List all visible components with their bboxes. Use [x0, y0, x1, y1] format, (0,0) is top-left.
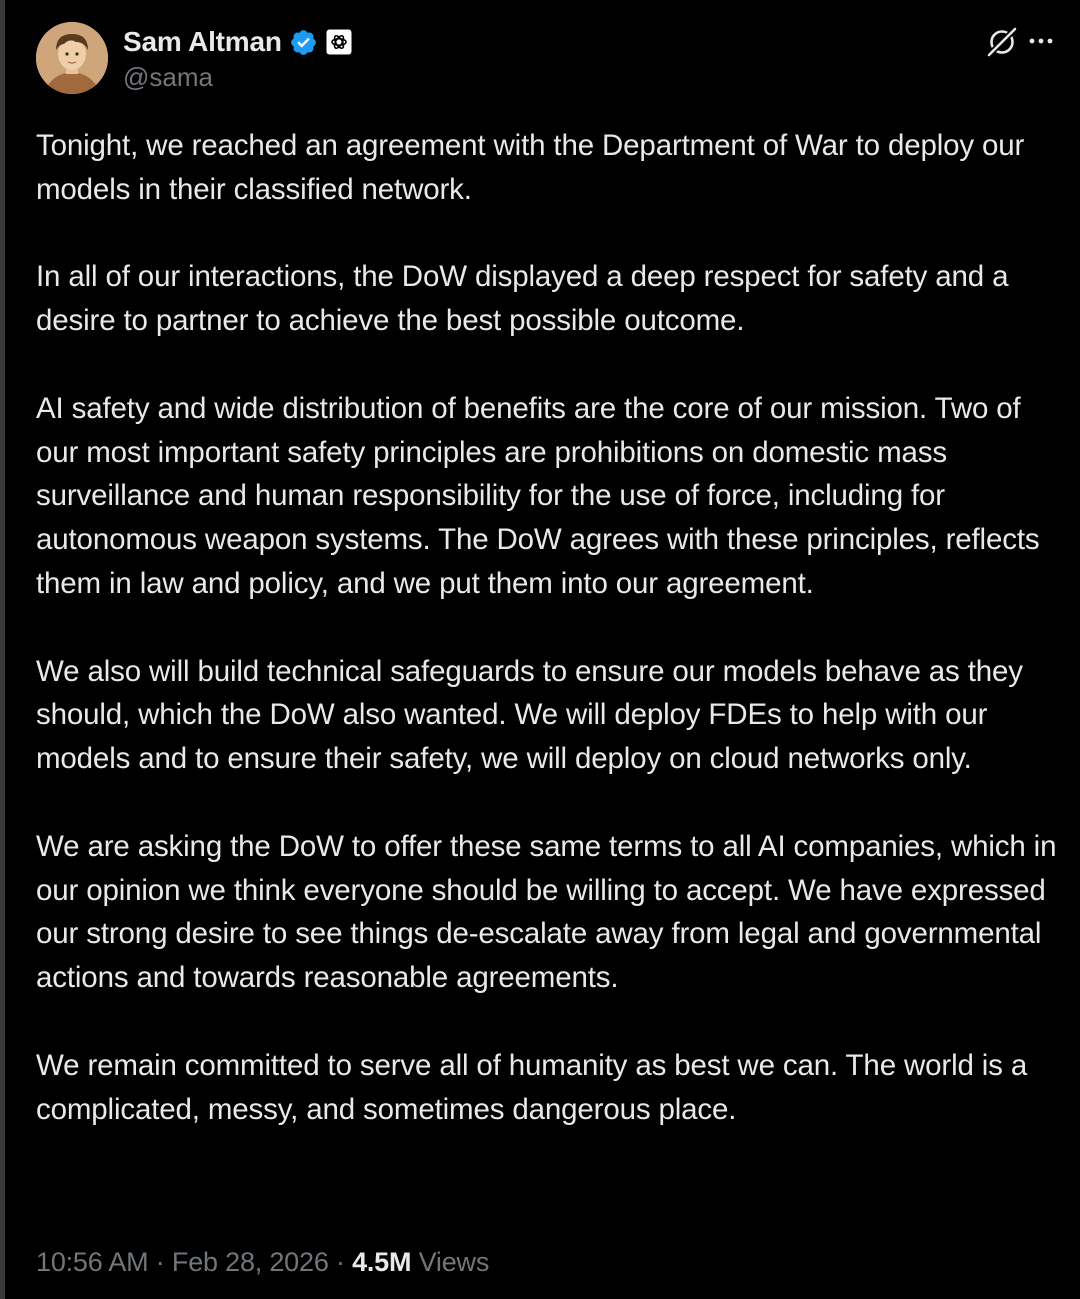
tweet-paragraph: We also will build technical safeguards to ensure our models behave as they should, which the DoW also wanted. We will deploy FDEs to help with our models and to ensure their safety, we will deploy on cloud networks only.: [36, 654, 1023, 776]
openai-logo-icon[interactable]: [326, 29, 352, 55]
author-display-name[interactable]: Sam Altman: [123, 26, 282, 57]
avatar-illustration: [36, 22, 108, 94]
window-edge: [0, 0, 5, 1299]
tweet-meta: [36, 1247, 489, 1278]
views-count[interactable]: 4.5M: [352, 1247, 412, 1277]
grok-icon[interactable]: [984, 24, 1020, 60]
meta-separator: ·: [335, 1247, 345, 1277]
avatar[interactable]: [36, 22, 108, 94]
tweet-paragraph: We remain committed to serve all of humanity as best we can. The world is a complicated, messy, and sometimes dangerous place.: [36, 1048, 1028, 1126]
tweet-paragraph: Tonight, we reached an agreement with the Department of War to deploy our models in their classified network.: [36, 129, 1025, 206]
verified-badge-icon[interactable]: [289, 28, 318, 57]
meta-separator: ·: [155, 1247, 165, 1277]
author-identity: [123, 24, 352, 93]
tweet-paragraph: We are asking the DoW to offer these same terms to all AI companies, which in our opinion we think everyone should be willing to accept. We have expressed our strong desire to see things de-escalate away from legal and governmental actions and towards reasonable agreements.: [36, 829, 1057, 995]
tweet-text: [36, 124, 1070, 1131]
tweet-date[interactable]: Feb 28, 2026: [171, 1247, 329, 1277]
views-label: Views: [418, 1247, 490, 1277]
more-icon[interactable]: [1026, 26, 1056, 56]
tweet-header: [36, 22, 1056, 98]
name-row: [123, 24, 352, 60]
tweet-paragraph: In all of our interactions, the DoW displayed a deep respect for safety and a desire to partner to achieve the best possible outcome.: [36, 260, 1009, 338]
tweet-time[interactable]: 10:56 AM: [36, 1247, 149, 1277]
tweet-paragraph: AI safety and wide distribution of benefits are the core of our mission. Two of our most important safety principles are prohibitions on domestic mass surveillance and human responsibility for the use of force, including for autonomous weapon systems. The DoW agrees with these principles, reflects them in law and policy, and we put them into our agreement.: [36, 391, 1040, 600]
author-handle[interactable]: @sama: [123, 62, 213, 92]
